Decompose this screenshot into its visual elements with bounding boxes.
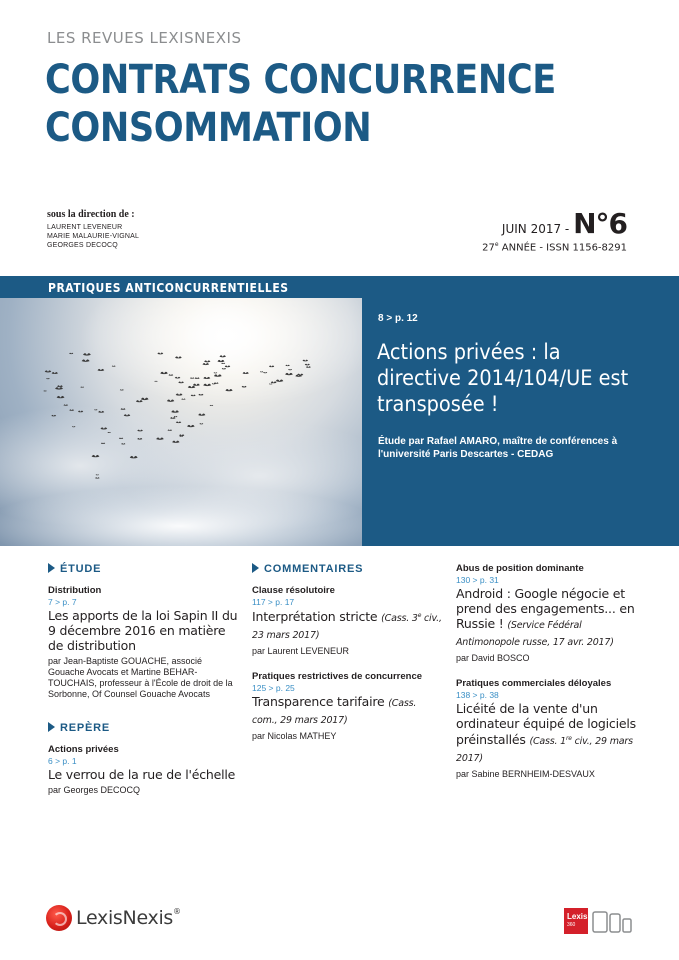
bird-icon <box>174 416 178 417</box>
rubric-bar <box>0 276 362 298</box>
column-commentaires <box>252 563 442 756</box>
article-topic: Pratiques restrictives de concurrence <box>252 671 423 683</box>
article-source: (Cass. 1re civ., 29 mars 2017) <box>456 735 633 765</box>
column-etude-repere <box>48 563 238 810</box>
column-3 <box>456 563 646 794</box>
article-author: par Nicolas MATHEY <box>252 731 337 742</box>
issue-date: JUIN 2017 - <box>501 222 574 236</box>
editorial-direction <box>47 209 139 250</box>
article-source: (Cass. 3e civ., 23 mars 2017) <box>252 612 442 642</box>
article-topic: Actions privées <box>48 744 119 755</box>
badge-label: Lexis <box>567 912 588 921</box>
article-title: Le verrou de la rue de l'échelle <box>48 767 236 782</box>
section-heading-etude: ÉTUDE <box>48 563 238 575</box>
article-title: Interprétation stricte (Cass. 3e civ., 23 mars 2017) <box>252 609 442 642</box>
cover-photo <box>0 276 362 546</box>
feature-author: Étude par Rafael AMARO, maître de conférences à l'université Paris Descartes - CEDAG <box>378 436 618 460</box>
feature-block <box>0 276 679 546</box>
article-topic: Distribution <box>48 585 102 596</box>
article-page-ref: 6 > p. 1 <box>48 756 77 766</box>
devices-icon <box>592 910 632 934</box>
director-name: MARIE MALAURIE-VIGNAL <box>47 233 140 240</box>
article-author: par Jean-Baptiste GOUACHE, associé Gouache Avocats et Martine BEHAR-TOUCHAIS, professeur à l'École de droit de la Sorbonne, Of Counsel Gouache Avocats <box>48 656 233 699</box>
bird-icon <box>171 410 179 412</box>
article-page-ref: 125 > p. 25 <box>252 683 295 694</box>
director-list <box>47 223 139 250</box>
journal-title <box>45 56 556 152</box>
article-page-ref: 130 > p. 31 <box>456 575 499 585</box>
publisher-name: LexisNexis® <box>76 907 181 929</box>
article-entry[interactable] <box>456 678 646 780</box>
direction-label: sous la direction de : <box>47 209 135 220</box>
bird-icon <box>45 370 52 372</box>
lexis360-badge[interactable] <box>564 908 588 934</box>
article-topic: Pratiques commerciales déloyales <box>456 678 612 689</box>
triangle-bullet-icon <box>48 722 55 732</box>
article-source: (Cass. com., 29 mars 2017) <box>252 698 417 727</box>
bird-icon <box>43 390 46 391</box>
bird-icon <box>198 414 205 416</box>
feature-article-panel[interactable] <box>362 276 679 546</box>
director-name: GEORGES DECOCQ <box>47 242 118 249</box>
bird-icon <box>121 408 126 410</box>
badge-sublabel: 360 <box>567 922 576 928</box>
feature-title: Actions privées : la directive 2014/104/UE est transposée ! <box>377 340 629 416</box>
article-title: Les apports de la loi Sapin II du 9 décembre 2016 en matière de distribution <box>48 608 238 653</box>
article-entry[interactable] <box>252 671 442 742</box>
issue-number: N°6 <box>573 207 627 240</box>
bird-icon <box>176 421 181 423</box>
bird-icon <box>69 353 73 354</box>
article-author: par David BOSCO <box>456 653 530 663</box>
bird-icon <box>187 425 195 427</box>
bird-icon <box>82 359 90 361</box>
triangle-bullet-icon <box>252 563 259 573</box>
article-title: Transparence tarifaire (Cass. com., 29 mars 2017) <box>252 694 417 727</box>
bird-icon <box>120 389 124 390</box>
article-entry[interactable] <box>456 563 646 664</box>
bird-icon <box>52 372 58 374</box>
bird-icon <box>57 385 63 387</box>
lexisnexis-logo-icon <box>46 905 72 931</box>
bird-icon <box>63 404 68 405</box>
article-page-ref: 7 > p. 7 <box>48 597 77 607</box>
bird-icon <box>199 423 203 424</box>
bird-icon <box>170 417 175 419</box>
bird-icon <box>46 378 50 379</box>
section-heading-commentaires: COMMENTAIRES <box>252 563 442 575</box>
article-title: Android : Google négocie et prend des engagements... en Russie ! (Service Fédéral Antimonopole russe, 17 avr. 2017) <box>456 586 635 648</box>
article-entry[interactable] <box>48 744 238 796</box>
article-topic: Abus de position dominante <box>456 563 584 574</box>
bird-icon <box>55 387 63 389</box>
journal-title-line1: CONTRATS CONCURRENCE <box>45 57 556 103</box>
article-entry[interactable] <box>48 585 238 700</box>
article-author: par Laurent LEVENEUR <box>252 646 350 657</box>
article-author: par Sabine BERNHEIM-DESVAUX <box>456 769 595 780</box>
issue-info <box>482 207 627 253</box>
bird-icon <box>57 396 65 398</box>
article-page-ref: 117 > p. 17 <box>252 597 295 607</box>
article-title: Licéité de la vente d'un ordinateur équipé de logiciels préinstallés (Cass. 1re civ., 29 mars 2017) <box>456 701 636 765</box>
article-author: par Georges DECOCQ <box>48 785 141 795</box>
article-source: (Service Fédéral Antimonopole russe, 17 avr. 2017) <box>456 620 614 648</box>
journal-title-line2: CONSOMMATION <box>45 105 372 151</box>
article-entry[interactable] <box>252 585 442 657</box>
section-heading-repere: REPÈRE <box>48 722 238 734</box>
article-topic: Clause résolutoire <box>252 585 335 596</box>
issue-year-issn: 27e ANNÉE - ISSN 1156-8291 <box>482 241 627 254</box>
article-page-ref: 138 > p. 38 <box>456 690 499 700</box>
rubric-label: PRATIQUES ANTICONCURRENTIELLES <box>48 281 289 295</box>
bird-icon <box>80 387 84 388</box>
bird-icon <box>136 400 143 402</box>
director-name: LAURENT LEVENEUR <box>47 224 123 231</box>
feature-page-ref: 8 > p. 12 <box>378 313 418 324</box>
bird-icon <box>141 398 149 400</box>
triangle-bullet-icon <box>48 563 55 573</box>
birds-sky-illustration <box>0 276 362 546</box>
series-name: LES REVUES LEXISNEXIS <box>47 29 242 47</box>
